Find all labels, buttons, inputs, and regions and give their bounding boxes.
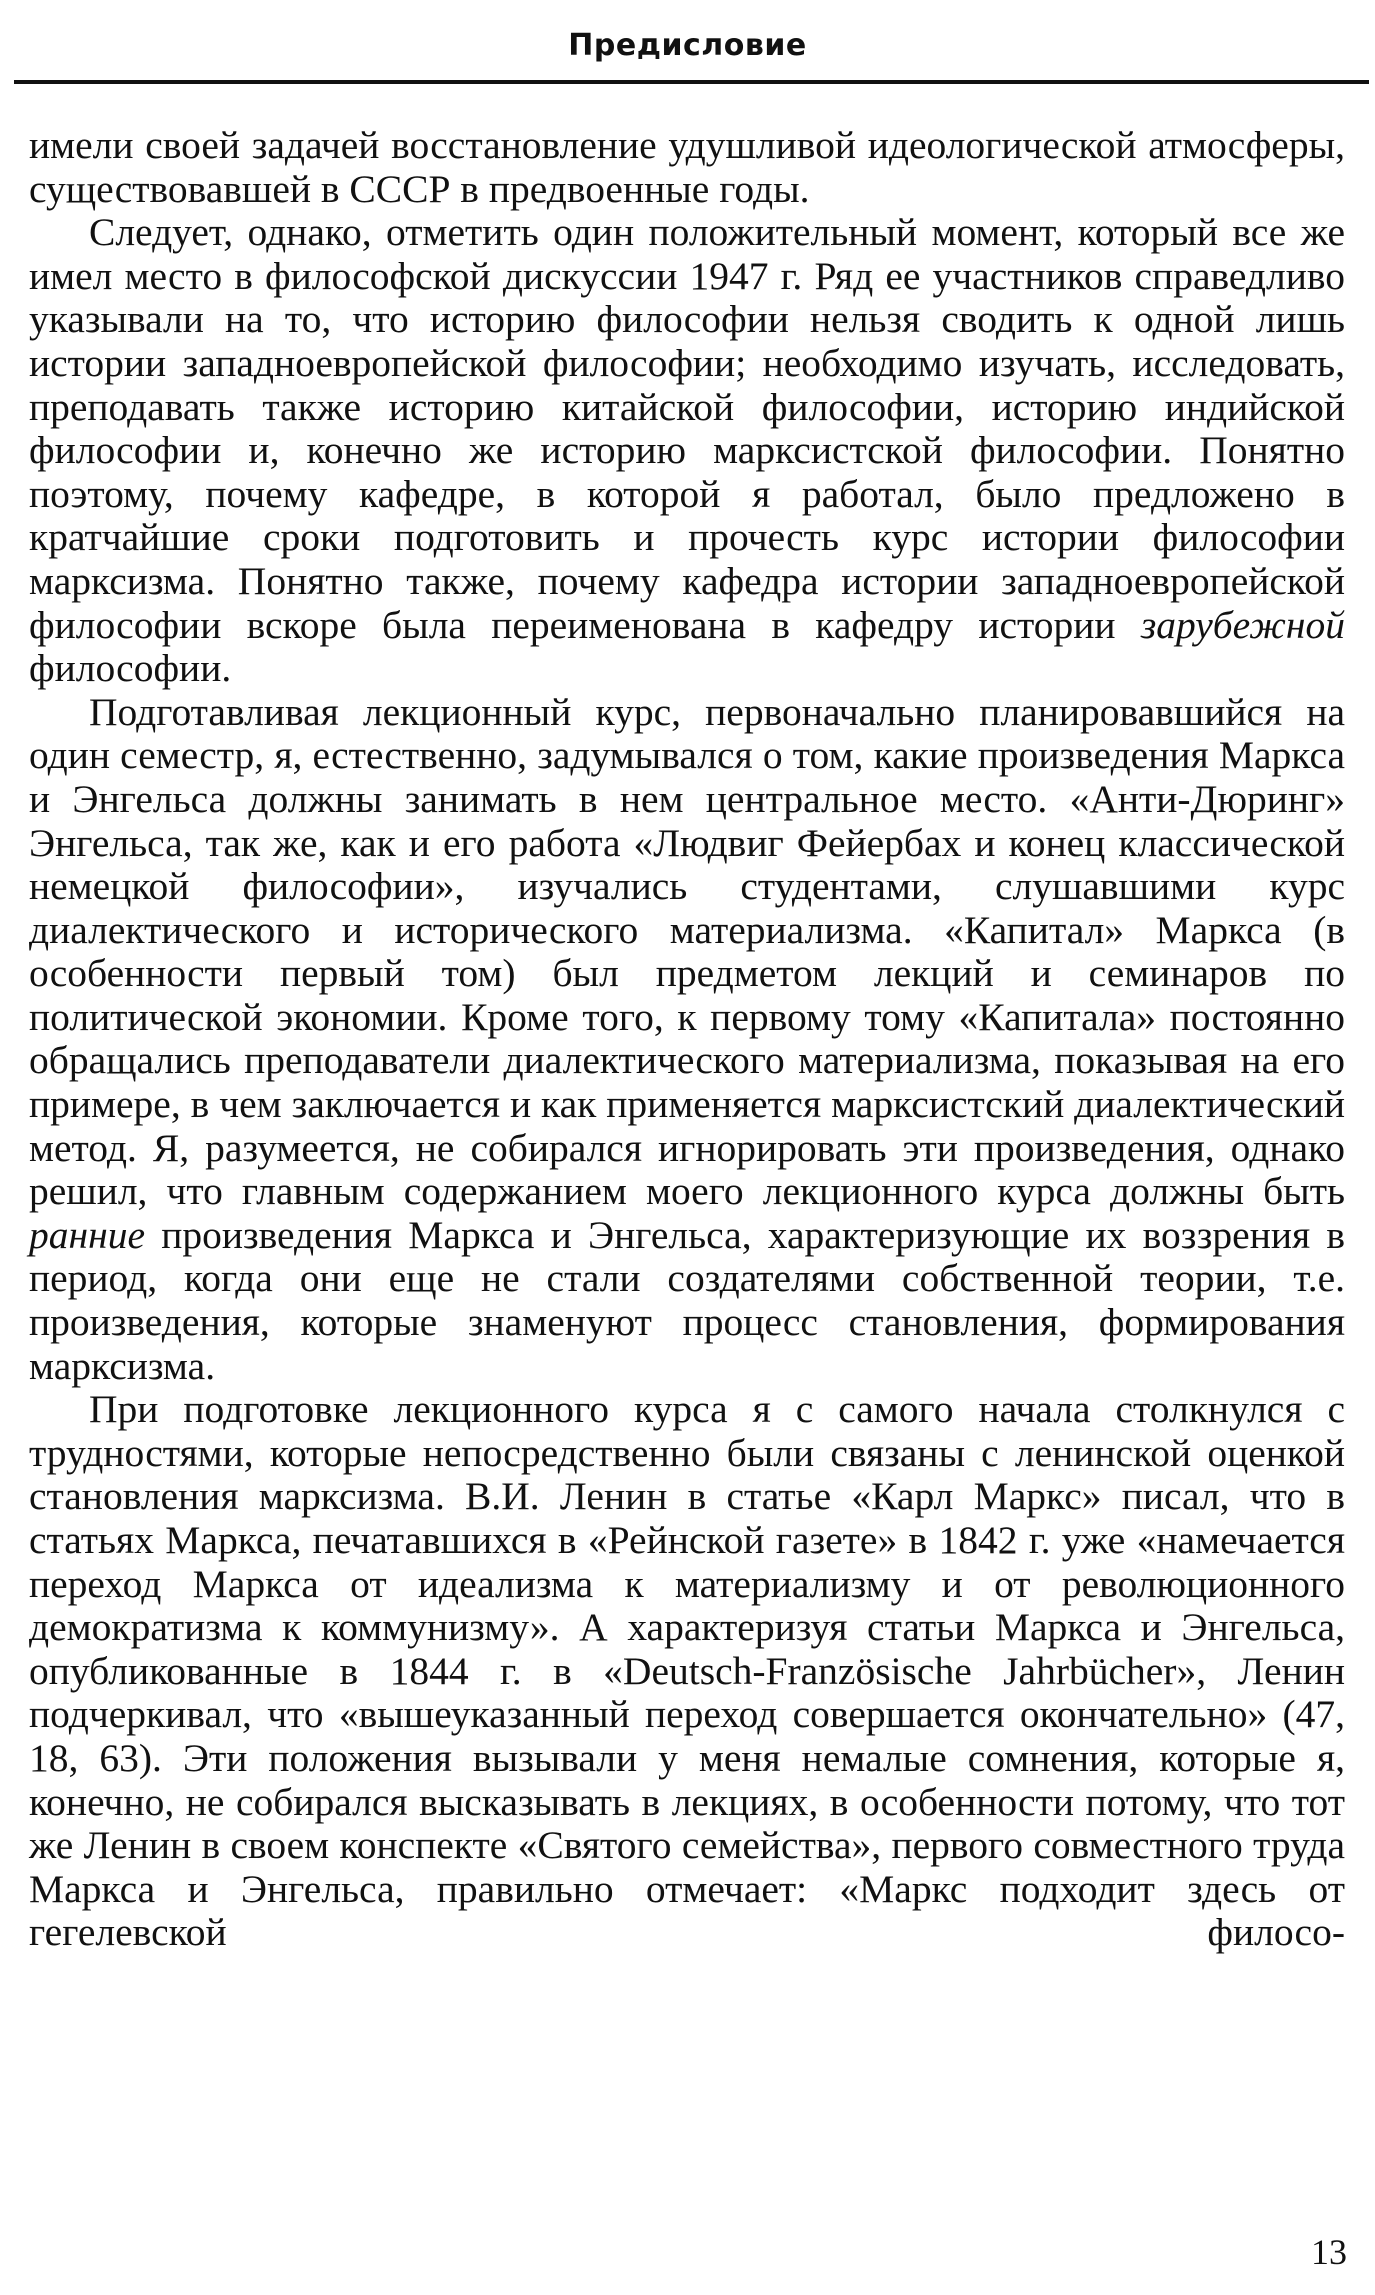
paragraph-text: философии. (29, 646, 232, 691)
header-rule (14, 80, 1369, 84)
body-text (29, 124, 1345, 1955)
paragraph-text: Подготавливая лекционный курс, первоначально планировавшийся на один семестр, я, естественно, задумывался о том, какие произведения Маркса и Энгельса должны занимать в нем центральное место. «Анти-Дюринг» Энгельса, так же, как и его работа «Людвиг Фейербах и конец классической немецкой философии», изучались студентами, слушавшими курс диалектического и исторического материализма. «Капитал» Маркса (в особенности первый том) был предметом лекций и семинаров по политической экономии. Кроме того, к первому тому «Капитала» постоянно обращались преподаватели диалектического материализма, показывая на его примере, в чем заключается и как применяется марксистский диалектический метод. Я, разумеется, не собирался игнорировать эти произведения, однако решил, что главным содержанием моего лекционного курса должны быть (29, 689, 1345, 1214)
emphasis-text: ранние (29, 1212, 145, 1257)
paragraph (29, 124, 1345, 211)
paragraph-text: Следует, однако, отметить один положительный момент, который все же имел место в философской дискуссии 1947 г. Ряд ее участников справедливо указывали на то, что историю философии нельзя сводить к одной лишь истории западноевропейской философии; необходимо изучать, исследовать, преподавать также историю китайской философии, историю индийской философии и, конечно же историю марксистской философии. Понятно поэтому, почему кафедре, в которой я работал, было предложено в кратчайшие сроки подготовить и прочесть курс истории философии марксизма. Понятно также, почему кафедра истории западноевропейской философии вскоре была переименована в кафедру истории (29, 210, 1345, 647)
paragraph (29, 691, 1345, 1389)
paragraph-text: произведения Маркса и Энгельса, характеризующие их воззрения в период, когда они еще не стали создателями собственной теории, т.е. произведения, которые знаменуют процесс становления, формирования марксизма. (29, 1212, 1345, 1388)
paragraph-text: имели своей задачей восстановление удушливой идеологической атмосферы, существовавшей в СССР в предвоенные годы. (29, 123, 1345, 211)
emphasis-text: зарубежной (1140, 602, 1345, 647)
paragraph-text: При подготовке лекционного курса я с самого начала столкнулся с трудностями, которые непосредственно были связаны с ленинской оценкой становления марксизма. В.И. Ленин в статье «Карл Маркс» писал, что в статьях Маркса, печатавшихся в «Рейнской газете» в 1842 г. уже «намечается переход Маркса от идеализма к материализму и от революционного демократизма к коммунизму». А характеризуя статьи Маркса и Энгельса, опубликованные в 1844 г. в «Deutsch-Französische Jahrbücher», Ленин подчеркивал, что «вышеуказанный переход совершается окончательно» (47, 18, 63). Эти положения вызывали у меня немалые сомнения, которые я, конечно, не собирался высказывать в лекциях, в особенности потому, что тот же Ленин в своем конспекте «Святого семейства», первого совместного труда Маркса и Энгельса, правильно отмечает: «Маркс подходит здесь от гегелевской филосо- (29, 1387, 1345, 1955)
running-head: Предисловие (568, 28, 807, 63)
paragraph (29, 1388, 1345, 1955)
paragraph (29, 211, 1345, 691)
page-number: 13 (1311, 2232, 1347, 2272)
